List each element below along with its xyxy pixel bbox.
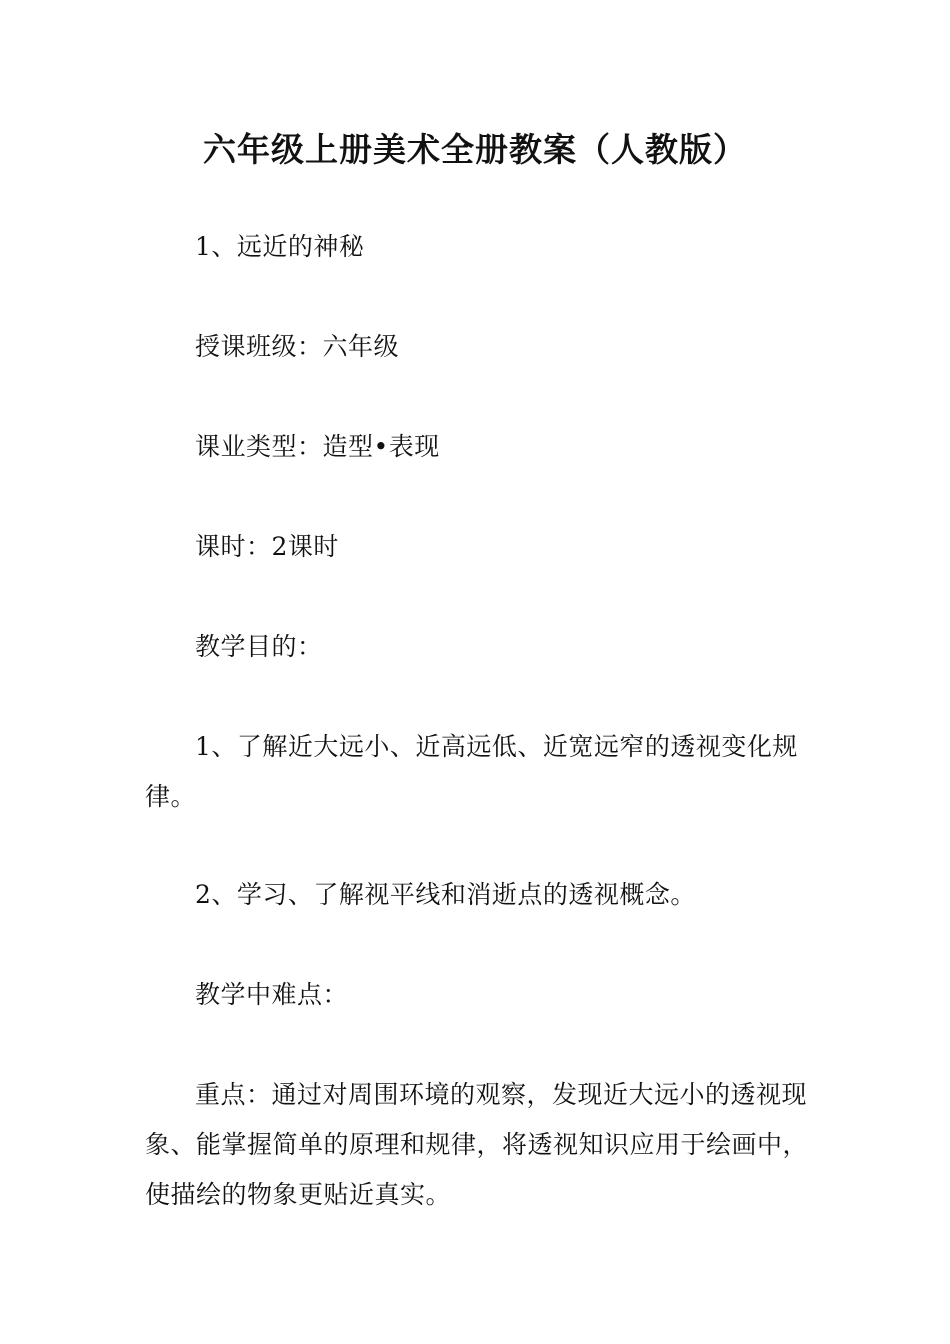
key-point-paragraph: 重点：通过对周围环境的观察，发现近大远小的透视现象、能掌握简单的原理和规律，将透视知识应用于绘画中，使描绘的物象更贴近真实。 xyxy=(145,1080,809,1209)
key-difficult-points-heading: 教学中难点： xyxy=(195,980,349,1009)
teaching-goals-heading: 教学目的： xyxy=(195,632,323,661)
course-type: 课业类型：造型•表现 xyxy=(195,432,440,461)
document-title: 六年级上册美术全册教案（人教版） xyxy=(203,130,747,169)
class-info: 授课班级：六年级 xyxy=(195,332,400,361)
teaching-goal-1: 1、了解近大远小、近高远低、近宽远窄的透视变化规律。 xyxy=(145,732,798,811)
class-hours: 课时：2课时 xyxy=(195,532,339,561)
lesson-heading: 1、远近的神秘 xyxy=(195,232,365,261)
teaching-goal-2: 2、学习、了解视平线和消逝点的透视概念。 xyxy=(195,880,696,909)
